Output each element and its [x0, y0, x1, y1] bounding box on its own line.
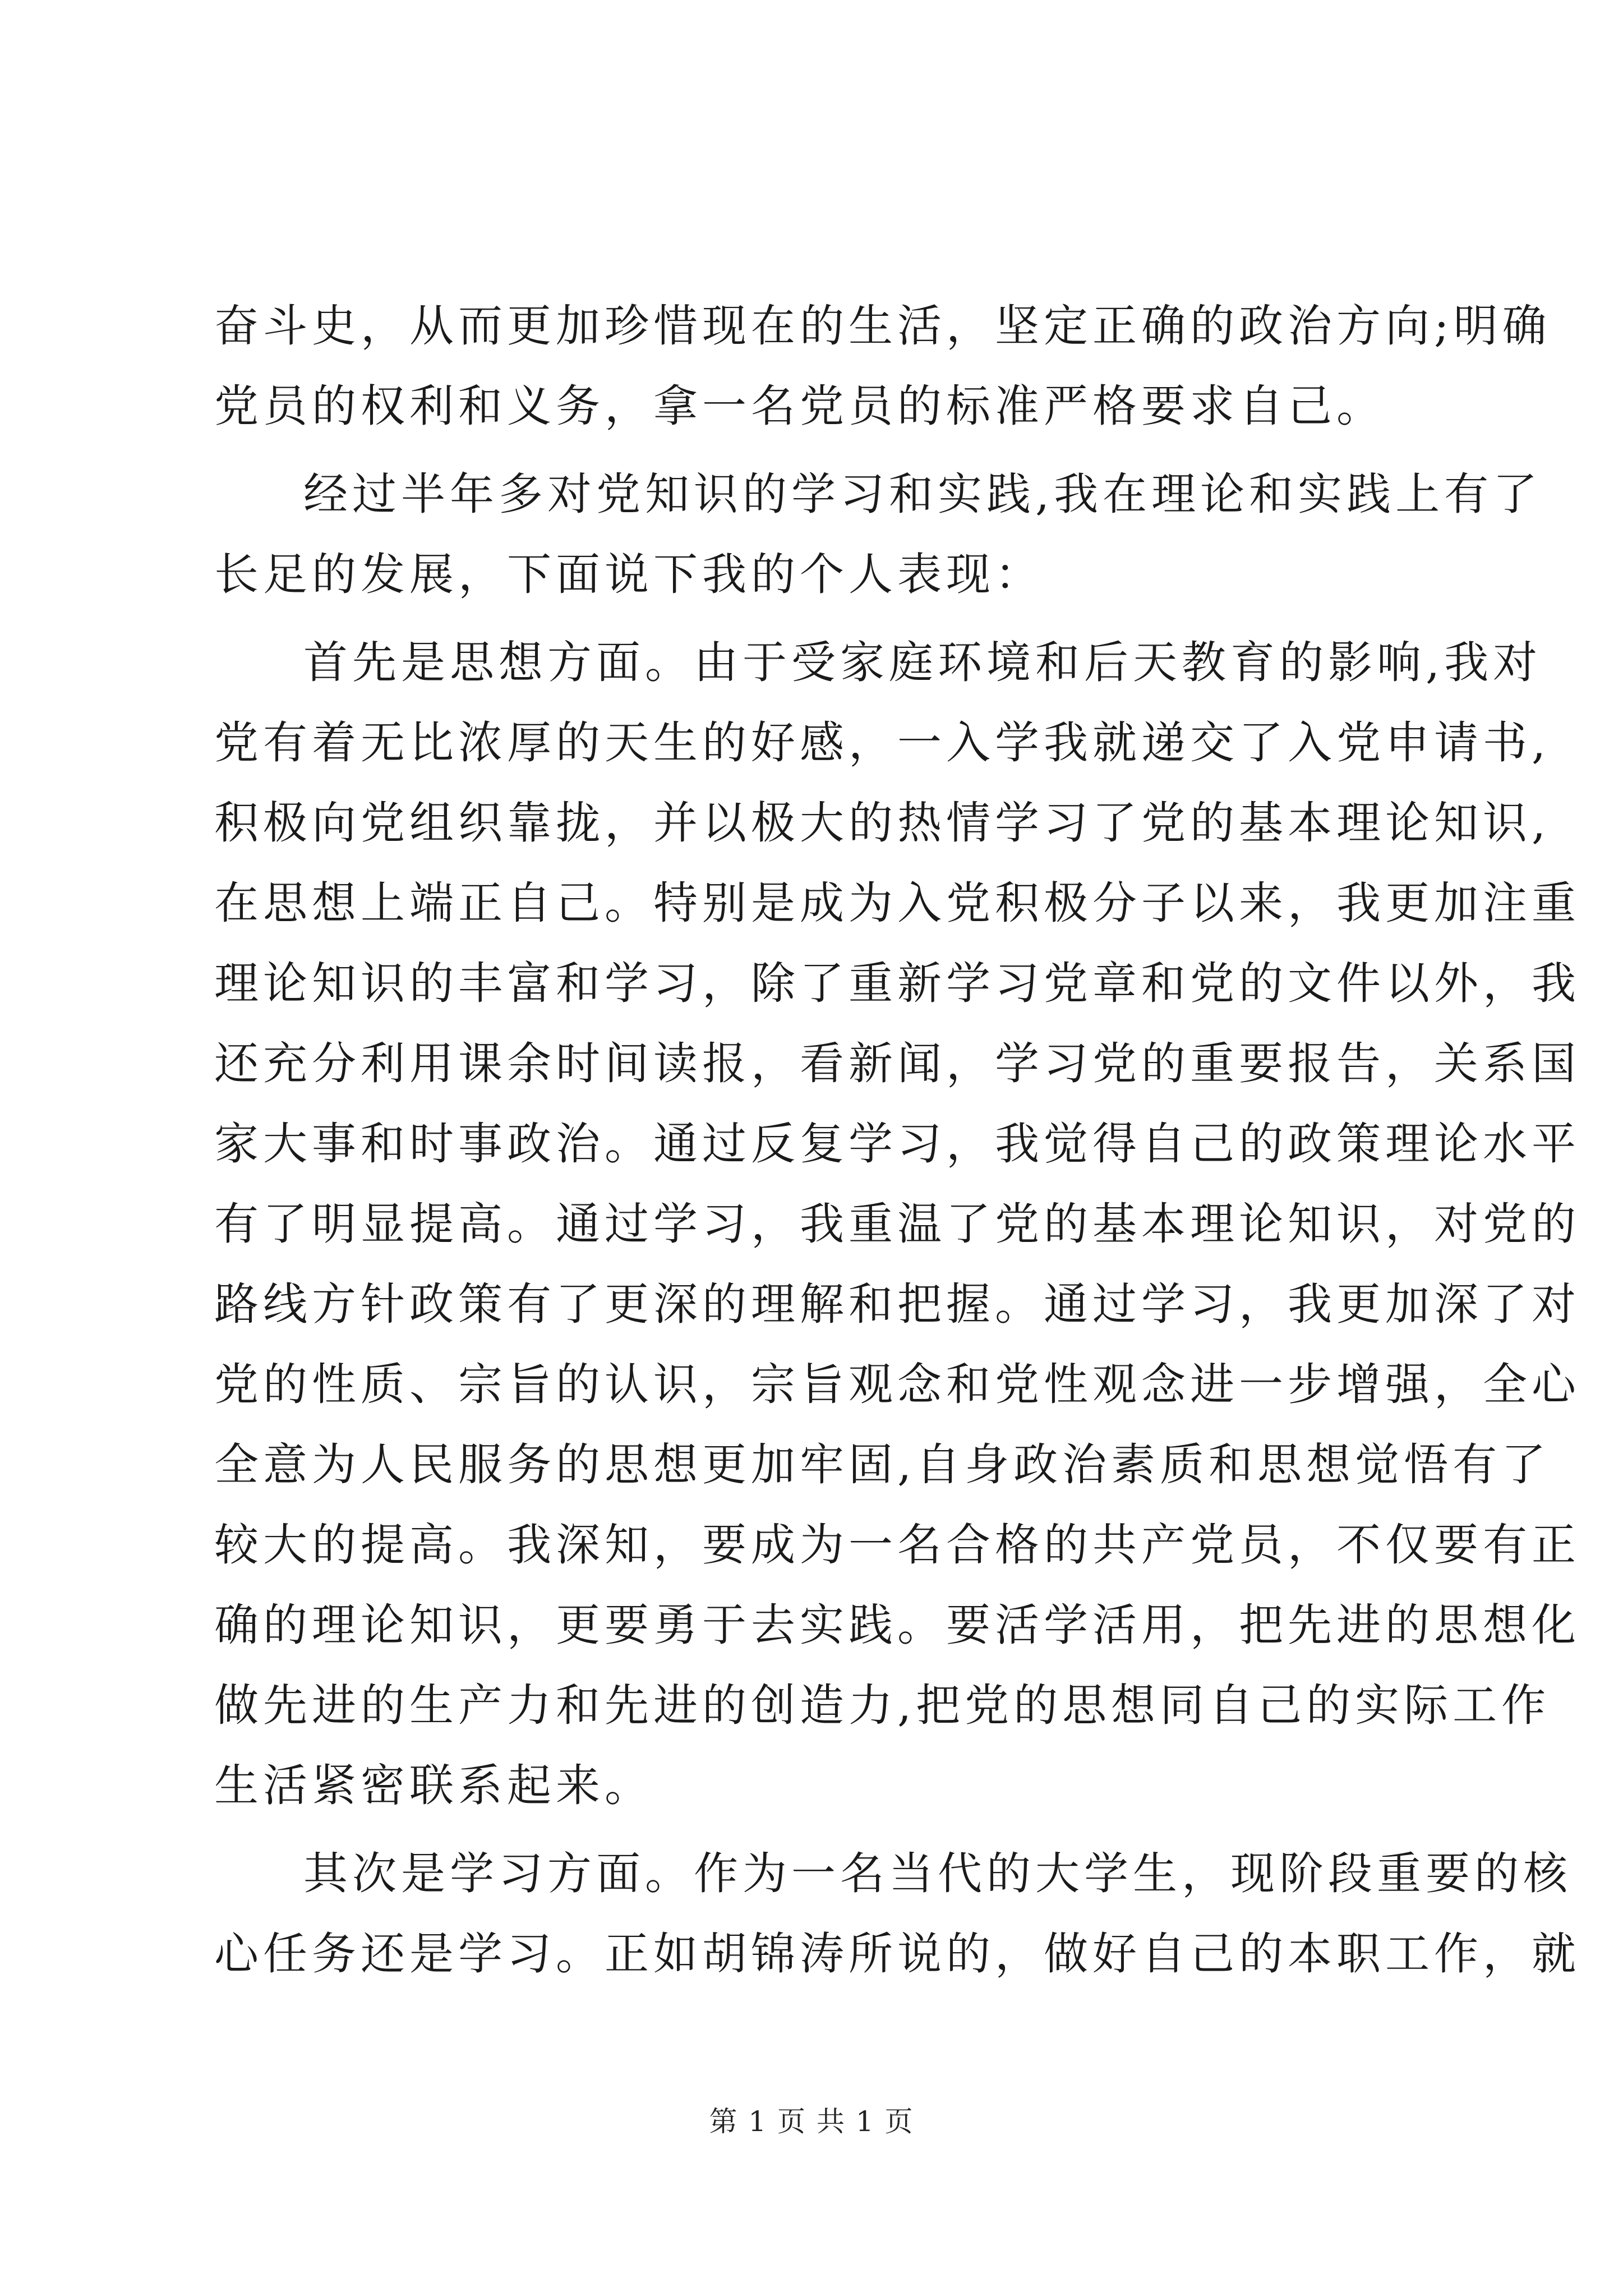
text-line-4: 长足的发展，下面说下我的个人表现： [214, 549, 1044, 600]
document-body [214, 286, 1580, 1994]
text-line-18: 做先进的生产力和先进的创造力,把党的思想同自己的实际工作 [214, 1680, 1551, 1731]
text-line-16: 较大的提高。我深知，要成为一名合格的共产党员，不仅要有正 [214, 1519, 1580, 1571]
text-line-17: 确的理论知识，更要勇于去实践。要活学活用，把先进的思想化 [214, 1599, 1580, 1651]
text-line-9: 理论知识的丰富和学习，除了重新学习党章和党的文件以外，我 [214, 958, 1580, 1009]
text-line-20: 其次是学习方面。作为一名当代的大学生，现阶段重要的核 [303, 1848, 1572, 1899]
text-line-12: 有了明显提高。通过学习，我重温了党的基本理论知识，对党的 [214, 1198, 1580, 1250]
text-line-7: 积极向党组织靠拢，并以极大的热情学习了党的基本理论知识, [214, 797, 1551, 849]
text-line-1: 奋斗史，从而更加珍惜现在的生活，坚定正确的政治方向;明确 [214, 300, 1551, 352]
text-line-8: 在思想上端正自己。特别是成为入党积极分子以来，我更加注重 [214, 877, 1580, 929]
text-line-14: 党的性质、宗旨的认识，宗旨观念和党性观念进一步增强，全心 [214, 1359, 1580, 1410]
text-line-13: 路线方针政策有了更深的理解和把握。通过学习，我更加深了对 [214, 1278, 1580, 1330]
text-line-10: 还充分利用课余时间读报，看新闻，学习党的重要报告，关系国 [214, 1038, 1580, 1089]
text-line-5: 首先是思想方面。由于受家庭环境和后天教育的影响,我对 [303, 637, 1542, 688]
text-line-2: 党员的权利和义务，拿一名党员的标准严格要求自己。 [214, 380, 1385, 432]
text-line-21: 心任务还是学习。正如胡锦涛所说的，做好自己的本职工作，就 [214, 1928, 1580, 1980]
page-number-footer: 第 1 页 共 1 页 [709, 2105, 914, 2138]
text-line-11: 家大事和时事政治。通过反复学习，我觉得自己的政策理论水平 [214, 1118, 1580, 1170]
text-line-6: 党有着无比浓厚的天生的好感，一入学我就递交了入党申请书, [214, 717, 1551, 769]
text-line-3: 经过半年多对党知识的学习和实践,我在理论和实践上有了 [303, 468, 1542, 520]
text-line-15: 全意为人民服务的思想更加牢固,自身政治素质和思想觉悟有了 [214, 1439, 1551, 1490]
text-line-19: 生活紧密联系起来。 [214, 1760, 653, 1811]
